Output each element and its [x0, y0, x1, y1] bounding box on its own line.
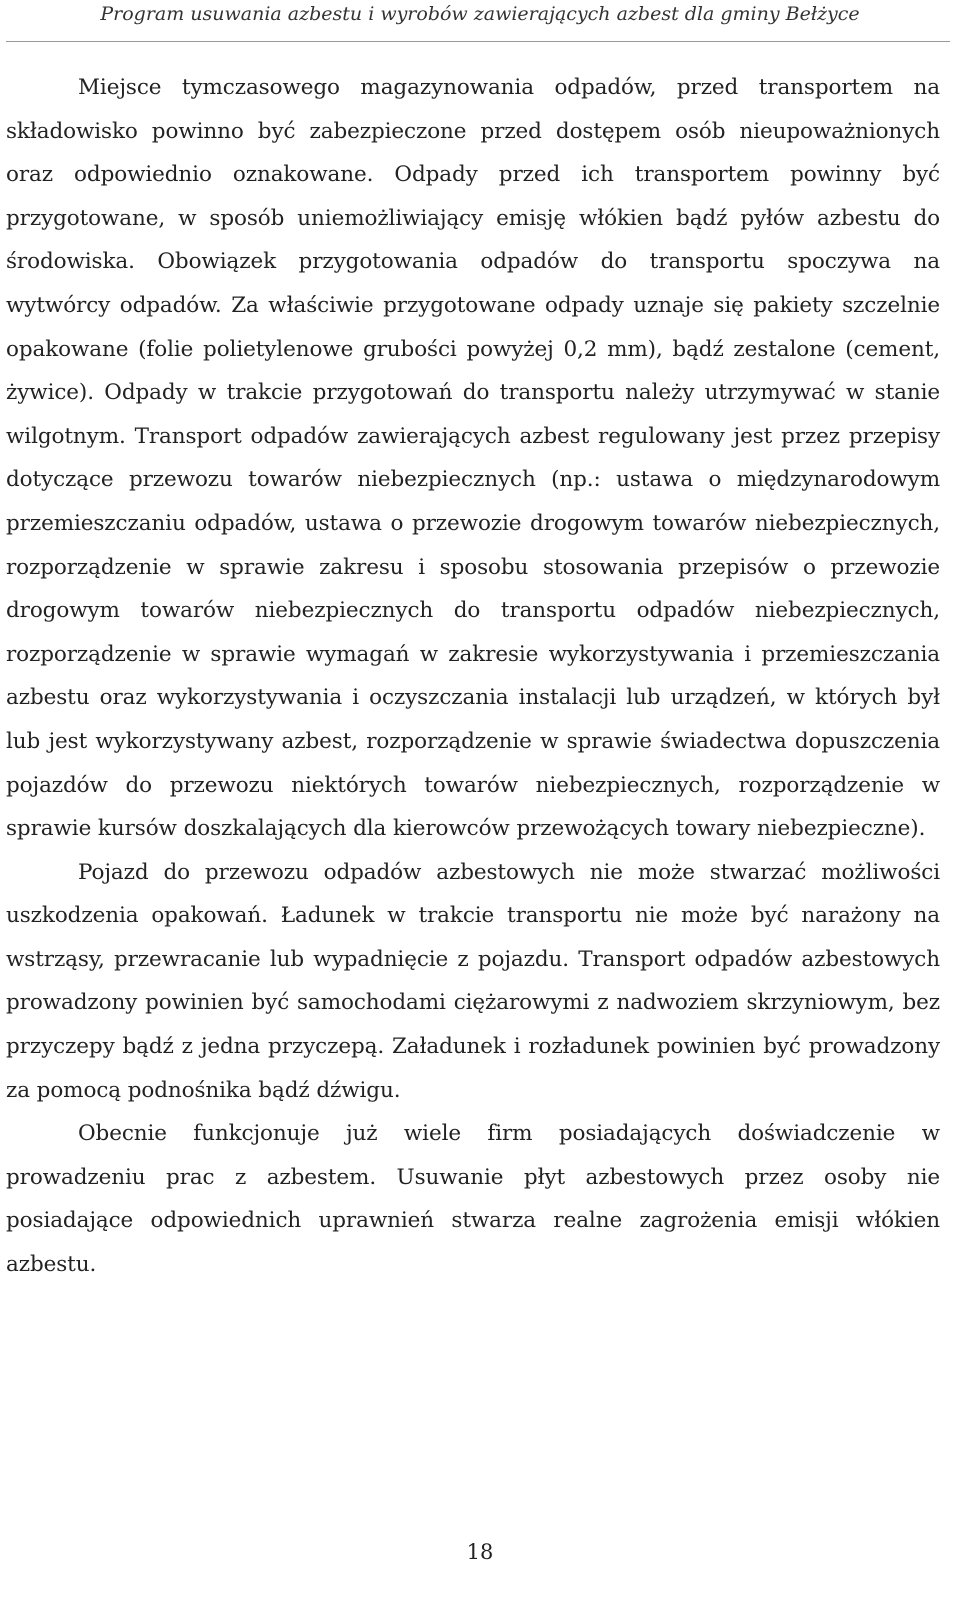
paragraph-3: Obecnie funkcjonuje już wiele firm posiadających doświadczenie w prowadzeniu prac z azbestem. Usuwanie płyt azbestowych przez osoby nie posiadające odpowiednich uprawnień stwarza realne zagrożenia emisji włókien azbestu. — [6, 1121, 940, 1278]
document-body — [6, 66, 940, 1287]
paragraph-1: Miejsce tymczasowego magazynowania odpadów, przed transportem na składowisko powinno być zabezpieczone przed dostępem osób nieupoważnionych oraz odpowiednio oznakowane. Odpady przed ich transportem powinny być przygotowane, w sposób uniemożliwiający emisję włókien bądź pyłów azbestu do środowiska. Obowiązek przygotowania odpadów do transportu spoczywa na wytwórcy odpadów. Za właściwie przygotowane odpady uznaje się pakiety szczelnie opakowane (folie polietylenowe grubości powyżej 0,2 mm), bądź zestalone (cement, żywice). Odpady w trakcie przygotowań do transportu należy utrzymywać w stanie wilgotnym. Transport odpadów zawierających azbest regulowany jest przez przepisy dotyczące przewozu towarów niebezpiecznych (np.: ustawa o międzynarodowym przemieszczaniu odpadów, ustawa o przewozie drogowym towarów niebezpiecznych, rozporządzenie w sprawie zakresu i sposobu stosowania przepisów o przewozie drogowym towarów niebezpiecznych do transportu odpadów niebezpiecznych, rozporządzenie w sprawie wymagań w zakresie wykorzystywania i przemieszczania azbestu oraz wykorzystywania i oczyszczania instalacji lub urządzeń, w których był lub jest wykorzystywany azbest, rozporządzenie w sprawie świadectwa dopuszczenia pojazdów do przewozu niektórych towarów niebezpiecznych, rozporządzenie w sprawie kursów doszkalających dla kierowców przewożących towary niebezpieczne). — [6, 75, 940, 842]
page-number: 18 — [466, 1540, 494, 1564]
page-header: Program usuwania azbestu i wyrobów zawierających azbest dla gminy Bełżyce — [100, 3, 860, 25]
paragraph-2: Pojazd do przewozu odpadów azbestowych nie może stwarzać możliwości uszkodzenia opakowań. Ładunek w trakcie transportu nie może być narażony na wstrząsy, przewracanie lub wypadnięcie z pojazdu. Transport odpadów azbestowych prowadzony powinien być samochodami ciężarowymi z nadwoziem skrzyniowym, bez przyczepy bądź z jedna przyczepą. Załadunek i rozładunek powinien być prowadzony za pomocą podnośnika bądź dźwigu. — [6, 859, 940, 1103]
header-rule — [6, 41, 950, 42]
